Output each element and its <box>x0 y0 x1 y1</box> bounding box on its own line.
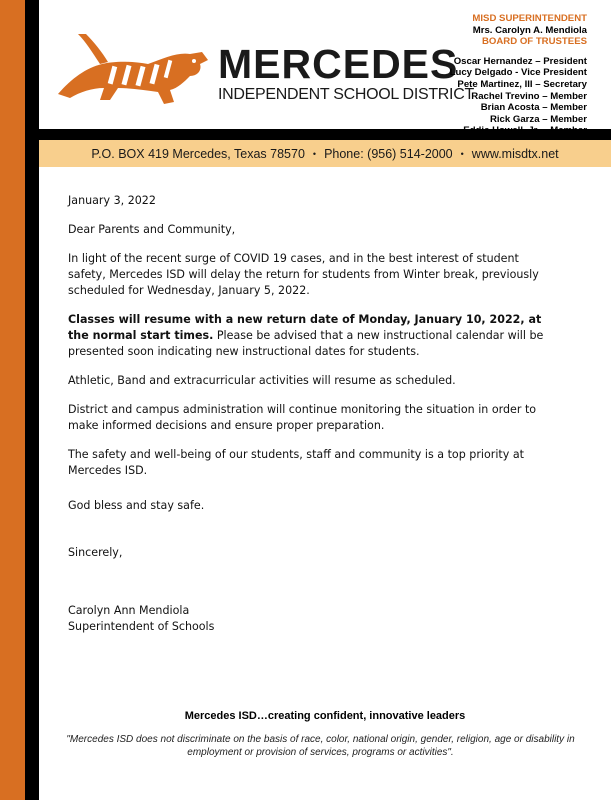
letter-paragraph: Athletic, Band and extracurricular activities will resume as scheduled. <box>68 374 456 387</box>
superintendent-title: MISD SUPERINTENDENT <box>472 13 587 24</box>
letter-paragraph: The safety and well-being of our students, staff and community is a top priority at Mercedes ISD. <box>68 448 524 477</box>
district-name-big: MERCEDES <box>218 41 459 87</box>
superintendent-name: Mrs. Carolyn A. Mendiola <box>472 24 587 36</box>
letter-paragraph: District and campus administration will continue monitoring the situation in order to make informed decisions and ensure proper preparation. <box>68 403 537 432</box>
board-member: Rachel Trevino – Member <box>471 90 587 102</box>
letter-body <box>68 193 558 648</box>
board-member: Pete Martinez, III – Secretary <box>457 78 587 90</box>
letter-paragraph <box>68 312 558 360</box>
tiger-logo-icon <box>52 28 212 110</box>
header-rule <box>39 129 611 140</box>
resume-date-notice: Classes will resume with a new return date of Monday, January 10, 2022, at the normal start times. <box>68 313 542 342</box>
separator-bullet: • <box>460 148 464 159</box>
board-member: Rick Garza – Member <box>489 113 587 125</box>
website-link[interactable]: www.misdtx.net <box>471 146 559 161</box>
contact-band <box>39 140 611 167</box>
phone: Phone: (956) 514-2000 <box>324 146 453 161</box>
district-name <box>218 41 474 104</box>
letter-blessing: God bless and stay safe. <box>68 499 205 512</box>
nondiscrimination-statement: "Mercedes ISD does not discriminate on the basis of race, color, national origin, gender, religion, age or disability in employment or provision of services, programs or activities". <box>66 734 575 758</box>
district-name-small: INDEPENDENT SCHOOL DISTRICT <box>218 86 474 103</box>
footer-tagline: Mercedes ISD…creating confident, innovative leaders <box>184 710 466 722</box>
address: P.O. BOX 419 Mercedes, Texas 78570 <box>91 146 305 161</box>
letter-paragraph: In light of the recent surge of COVID 19 cases, and in the best interest of student safety, Mercedes ISD will delay the return for students from Winter break, previously scheduled for Wednesday, January 5, 2022. <box>68 252 539 297</box>
letter-date: January 3, 2022 <box>68 194 156 207</box>
board-title: BOARD OF TRUSTEES <box>481 36 587 48</box>
board-member: Oscar Hernandez – President <box>453 55 587 67</box>
board-member: Lucy Delgado - Vice President <box>449 67 587 79</box>
letter-closing: Sincerely, <box>68 546 123 559</box>
letter-salutation: Dear Parents and Community, <box>68 223 236 236</box>
signer-name: Carolyn Ann Mendiola <box>68 604 190 617</box>
calendar-notice: Please be advised that a new instructional calendar will be presented soon indicating new instructional dates for students. <box>68 329 544 358</box>
left-orange-stripe <box>0 0 25 800</box>
signer-title: Superintendent of Schools <box>68 620 215 633</box>
separator-bullet: • <box>312 148 317 159</box>
left-black-stripe <box>25 0 39 800</box>
board-list <box>450 13 587 137</box>
board-member: Brian Acosta – Member <box>480 102 587 114</box>
